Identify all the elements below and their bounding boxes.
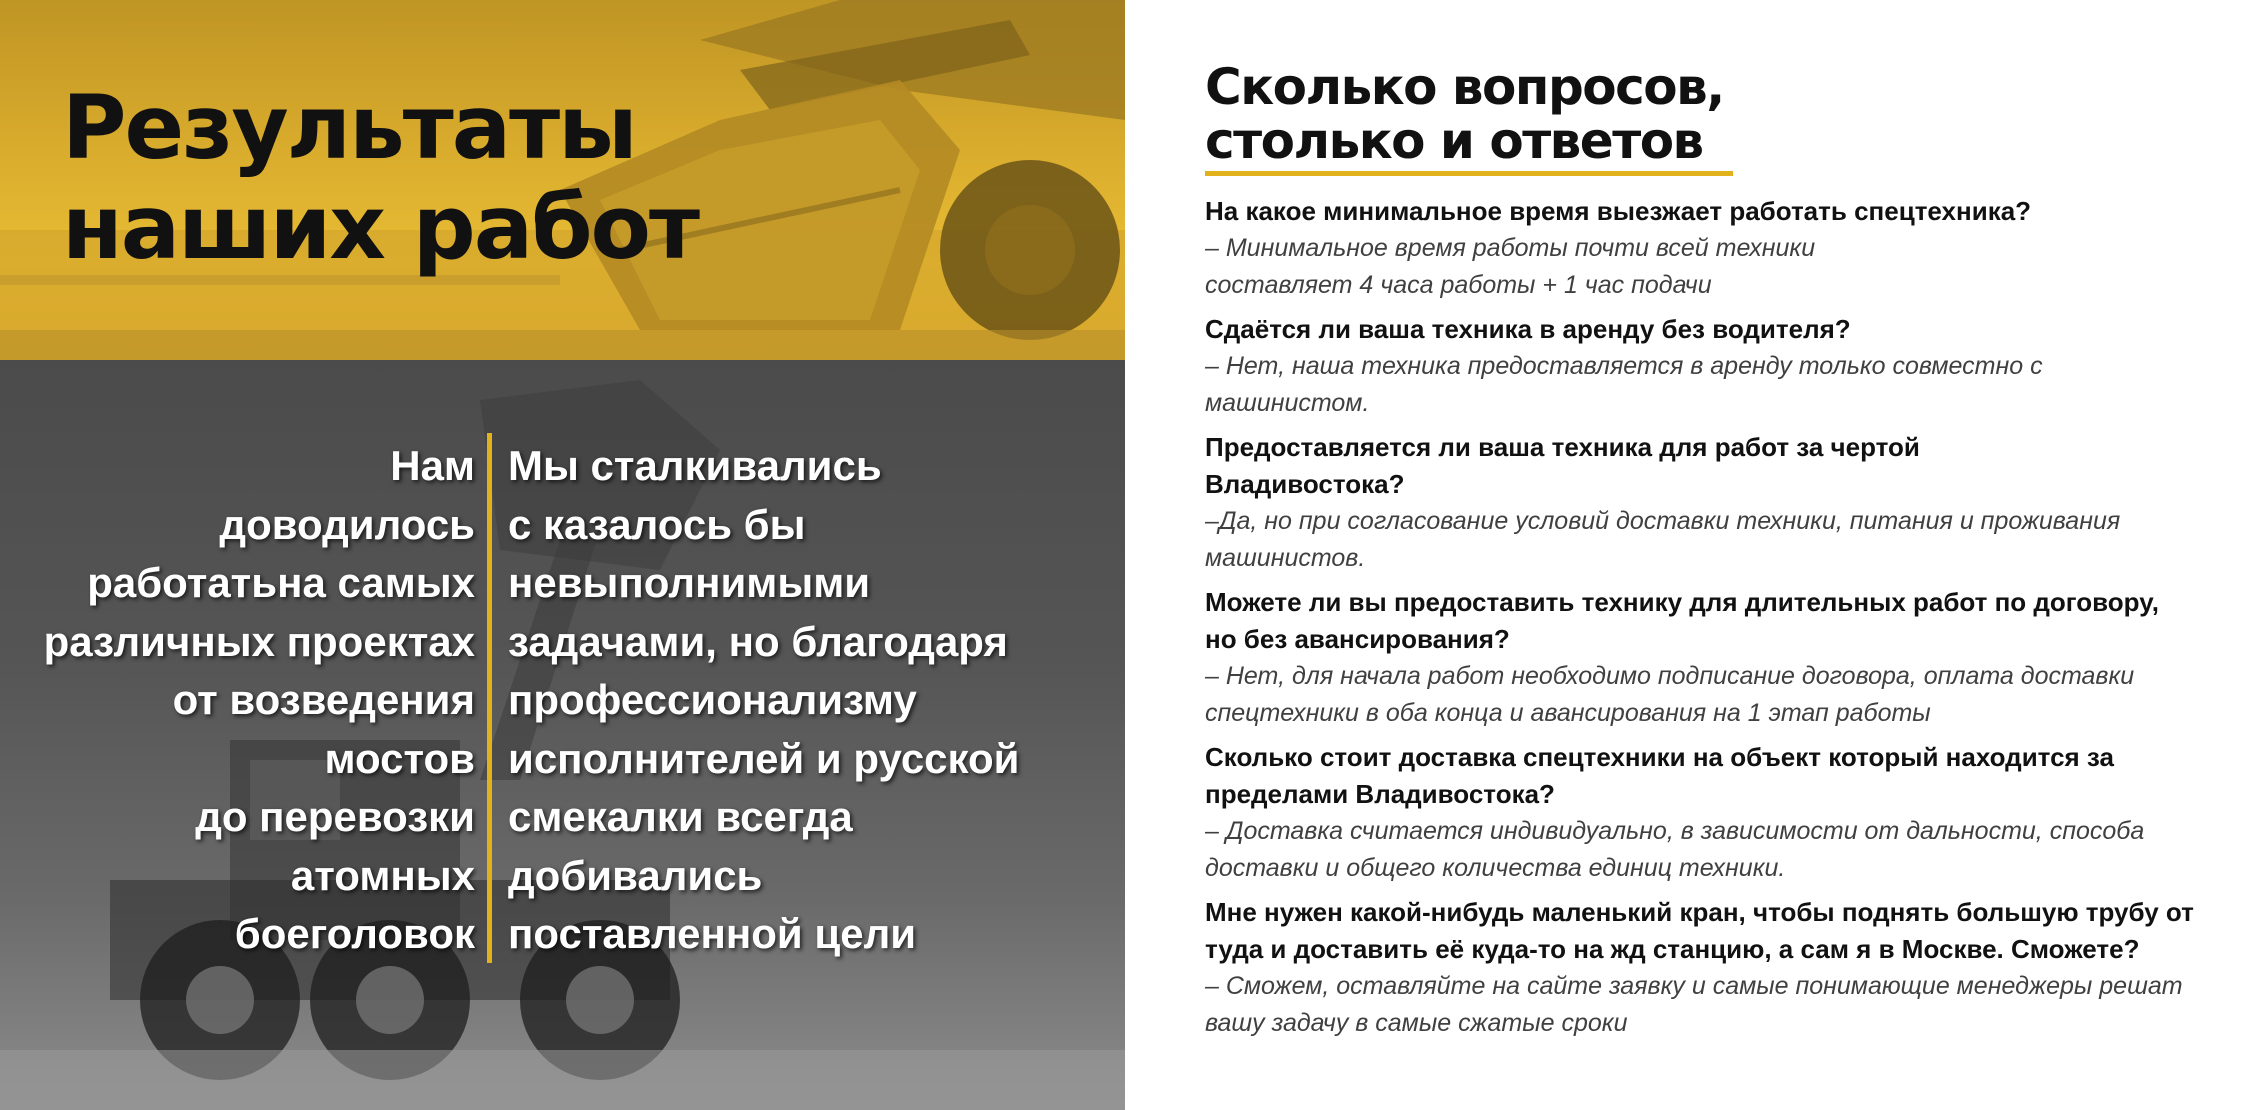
intro-line: Нам	[390, 442, 475, 489]
heading-underline	[1205, 171, 1733, 176]
faq-heading-line: Сколько вопросов,	[1205, 58, 1724, 116]
intro-photo-panel	[0, 360, 1125, 1110]
faq-answer: – Нет, наша техника предоставляется в аренду только совместно с машинистом.	[1205, 352, 2043, 417]
page-title	[62, 78, 698, 278]
faq-answer: – Минимальное время работы почти всей техники составляет 4 часа работы + 1 час подачи	[1205, 234, 1816, 299]
intro-line: с казалось бы	[508, 500, 806, 548]
intro-line: доводилось	[219, 500, 475, 548]
faq-list	[1205, 193, 2235, 1049]
faq-question: Мне нужен какой-нибудь маленький кран, чтобы поднять большую трубу от туда и доставить её куда-то на жд станцию, а сам я в Москве. Сможете?	[1205, 897, 2194, 964]
faq-question: Предоставляется ли ваша техника для работ за чертой Владивостока?	[1205, 432, 1920, 499]
faq-item	[1205, 894, 2235, 1041]
faq-item	[1205, 193, 2235, 303]
intro-line: добивались	[508, 851, 763, 899]
intro-text-right	[508, 437, 1020, 964]
faq-item	[1205, 311, 2235, 421]
intro-line: задачами, но благодаря	[508, 617, 1008, 665]
header-photo-panel	[0, 0, 1125, 360]
intro-line: поставленной цели	[508, 910, 917, 957]
intro-text-left	[44, 437, 475, 964]
intro-line: различных проектах	[43, 617, 475, 665]
faq-answer: – Сможем, оставляйте на сайте заявку и самые понимающие менеджеры решат вашу задачу в самые сжатые сроки	[1205, 972, 2183, 1037]
faq-panel	[1125, 0, 2248, 1110]
intro-line: боеголовок	[234, 910, 475, 957]
intro-line: смекалки всегда	[508, 793, 853, 840]
intro-line: от возведения	[172, 676, 475, 723]
intro-line: мостов	[324, 734, 475, 782]
intro-line: исполнителей и русской	[508, 734, 1020, 782]
faq-answer: –Да, но при согласование условий доставки техники, питания и проживания машинистов.	[1205, 507, 2121, 572]
faq-answer: – Доставка считается индивидуально, в зависимости от дальности, способа доставки и общего количества единиц техники.	[1205, 817, 2145, 882]
intro-line: до перевозки	[195, 793, 475, 840]
accent-divider	[487, 433, 492, 963]
intro-line: работатьна самых	[87, 559, 475, 606]
title-line: наших работ	[62, 176, 698, 279]
faq-question: Сдаётся ли ваша техника в аренду без водителя?	[1205, 314, 1851, 344]
faq-heading	[1205, 60, 1724, 168]
faq-heading-line: столько и ответов	[1205, 112, 1703, 170]
faq-question: На какое минимальное время выезжает работать спецтехника?	[1205, 196, 2032, 226]
faq-answer: – Нет, для начала работ необходимо подписание договора, оплата доставки спецтехники в оба конца и авансирования на 1 этап работы	[1205, 662, 2135, 727]
faq-item	[1205, 584, 2235, 731]
intro-line: атомных	[290, 851, 475, 899]
faq-item	[1205, 739, 2235, 886]
intro-line: невыполнимыми	[508, 559, 871, 606]
intro-line: профессионализму	[508, 676, 917, 723]
faq-question: Сколько стоит доставка спецтехники на объект который находится за пределами Владивостока?	[1205, 742, 2114, 809]
faq-item	[1205, 429, 2235, 576]
intro-line: Мы сталкивались	[508, 442, 882, 489]
faq-question: Можете ли вы предоставить технику для длительных работ по договору, но без авансирования?	[1205, 587, 2159, 654]
title-line: Результаты	[62, 76, 636, 179]
